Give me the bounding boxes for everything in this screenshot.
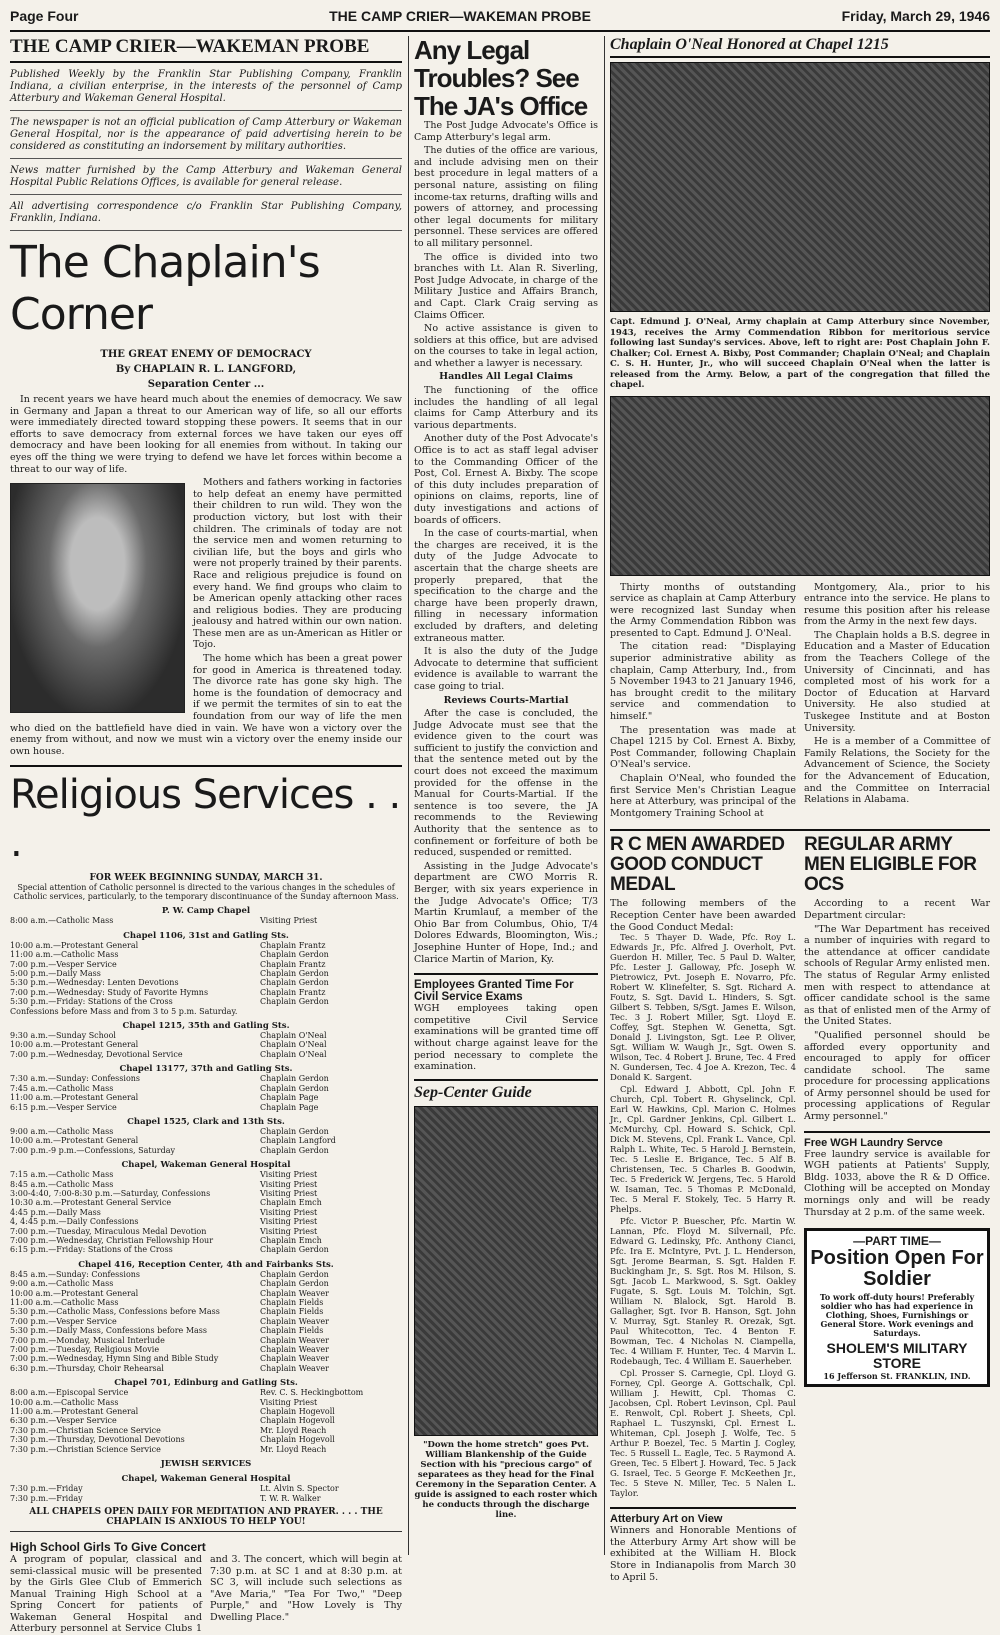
civil-service-heading: Employees Granted Time For Civil Service Exams	[414, 973, 598, 1003]
sholems-advertisement	[804, 1228, 990, 1387]
paragraph: Montgomery, Ala., prior to his entrance into the service. He plans to resume this position after his release from the Army in the next few days.	[804, 581, 990, 628]
service-row	[10, 1289, 402, 1298]
service-time: 6:15 p.m.—Vesper Service	[10, 1102, 117, 1112]
service-row	[10, 1007, 402, 1016]
service-officiant: T. W. R. Walker	[260, 1493, 321, 1503]
service-row	[10, 1245, 402, 1254]
art-body: Winners and Honorable Mentions of the Atterbury Army Art show will be exhibited at the William H. Block Store in Indianapolis from March 30 to April 5.	[610, 1525, 796, 1583]
chapel-name: Chapel 1106, 31st and Gatling Sts.	[123, 930, 289, 941]
rc-men-article	[610, 835, 796, 1583]
service-officiant: Chaplain Hogevoll	[260, 1416, 335, 1426]
service-row	[10, 1398, 402, 1407]
paragraph: "The War Department has received a number of inquiries with regard to the attendance at officer candidate schools of Regular Army enlisted men. The status of Regular Army enlisted men with respect to attendance at officer candidate school is the same as that of enlisted men of the Army of the United States.	[804, 923, 990, 1028]
service-officiant: Chaplain Langford	[260, 1136, 336, 1146]
service-time: 8:00 a.m.—Episcopal Service	[10, 1388, 129, 1398]
service-row	[10, 1103, 402, 1112]
service-time: 7:00 p.m.—Monday, Musical Interlude	[10, 1335, 165, 1345]
service-time: 11:00 a.m.—Catholic Mass	[10, 950, 119, 960]
service-row	[10, 1146, 402, 1155]
religious-services-heading: Religious Services . . .	[10, 765, 402, 867]
service-time: 10:00 a.m.—Protestant General	[10, 940, 139, 950]
oneal-heading: Chaplain O'Neal Honored at Chapel 1215	[610, 36, 990, 58]
service-row	[10, 1416, 402, 1425]
chapel-name: Chapel 701, Edinburg and Gatling Sts.	[114, 1378, 298, 1389]
service-row	[10, 950, 402, 959]
service-officiant: Chaplain Weaver	[260, 1363, 329, 1373]
service-row	[10, 1180, 402, 1189]
ad-kicker: —PART TIME—	[853, 1234, 941, 1249]
service-time: 6:30 p.m.—Thursday, Choir Rehearsal	[10, 1363, 164, 1373]
article-subhead: THE GREAT ENEMY OF DEMOCRACY	[100, 349, 312, 360]
right-column	[604, 36, 990, 1583]
service-officiant: Chaplain Fields	[260, 1326, 324, 1336]
service-time: 8:45 a.m.—Catholic Mass	[10, 1179, 114, 1189]
service-officiant: Visiting Priest	[260, 1207, 318, 1217]
service-row	[10, 1127, 402, 1136]
service-officiant: Chaplain Weaver	[260, 1316, 329, 1326]
service-time: 10:00 a.m.—Catholic Mass	[10, 1397, 119, 1407]
issue-date: Friday, March 29, 1946	[841, 8, 990, 24]
service-officiant: Chaplain Page	[260, 1102, 319, 1112]
service-row	[10, 1345, 402, 1354]
service-officiant: Chaplain Weaver	[260, 1288, 329, 1298]
chaplain-corner-heading: The Chaplain's Corner	[10, 237, 320, 340]
chapel-name: Chapel 1525, Clark and 13th Sts.	[127, 1116, 285, 1127]
congregation-photo	[610, 396, 990, 576]
service-row	[10, 1279, 402, 1288]
service-time: Confessions before Mass and from 3 to 5 p.m. Saturday.	[10, 1006, 238, 1016]
service-time: 11:00 a.m.—Protestant General	[10, 1407, 139, 1417]
service-row	[10, 1198, 402, 1207]
chapel-name: Chapel 13177, 37th and Gatling Sts.	[119, 1064, 293, 1075]
paragraph: The home which has been a great power for good in America is threatened today. The divorce rate has gone sky high. The home is the foundation of democracy and if we permit the termites of sin to eat the foundation from our way of life the men who died on the battlefield have died in vain. We have won a victory over the enemy from without, and now we must win a victory over the enemy inside our own house.	[10, 653, 402, 757]
service-row	[10, 1136, 402, 1145]
service-time: 7:00 p.m.—Wednesday, Devotional Service	[10, 1049, 183, 1059]
service-row	[10, 1494, 402, 1503]
service-time: 9:00 a.m.—Catholic Mass	[10, 1279, 114, 1289]
regular-army-body	[804, 898, 990, 1122]
page-number: Page Four	[10, 8, 79, 24]
service-time: 7:00 p.m.—Tuesday, Religious Movie	[10, 1345, 160, 1355]
service-row	[10, 969, 402, 978]
service-row	[10, 1170, 402, 1179]
service-time: 8:00 a.m.—Catholic Mass	[10, 916, 114, 926]
oneal-photo-caption: Capt. Edmund J. O'Neal, Army chaplain at Camp Atterbury since November, 1943, receives the Army Commendation Ribbon for meritorious service following last Sunday's services. Above, left to right are: Post Chaplain John F. Chalker; Col. Ernest A. Bixby, Post Commander; Chaplain O'Neal; and Chaplain C. S. H. Hunter, Jr., who will succeed Chaplain O'Neal when the latter is released from the Army. Below, a part of the congregation that filled the chapel.	[610, 317, 990, 390]
left-column	[10, 36, 402, 1635]
paragraph: The functioning of the office includes the handling of all legal claims for Camp Atterbury and its various departments.	[414, 385, 598, 431]
paragraph: "Qualified personnel should be afforded every opportunity and encouraged to apply for officer candidate school. The same procedure for processing applications of Army personnel should be used for processing applications of Regular Army personnel."	[804, 1029, 990, 1123]
legal-article-body	[414, 120, 598, 965]
service-time: 10:00 a.m.—Protestant General	[10, 1288, 139, 1298]
service-row	[10, 1426, 402, 1435]
paragraph: No active assistance is given to soldiers at this office, but are advised on the courses to take in legal action, and whether a lawyer is necessary.	[414, 323, 598, 369]
article-unit: Separation Center ...	[147, 379, 265, 390]
service-officiant: Chaplain Gerdon	[260, 978, 329, 988]
oneal-article-left	[610, 582, 796, 822]
service-time: 5:30 p.m.—Friday: Stations of the Cross	[10, 997, 173, 1007]
service-officiant: Chaplain O'Neal	[260, 1031, 327, 1041]
service-officiant: Chaplain Gerdon	[260, 1279, 329, 1289]
chapel-name: Chapel 1215, 35th and Gatling Sts.	[122, 1021, 290, 1032]
service-officiant: Chaplain Gerdon	[260, 997, 329, 1007]
paragraph: The Post Judge Advocate's Office is Camp Atterbury's legal arm.	[414, 120, 598, 143]
guide-photo	[414, 1106, 598, 1436]
service-row	[10, 1445, 402, 1454]
service-row	[10, 1093, 402, 1102]
paragraph: The office is divided into two branches with Lt. Alan R. Siverling, Post Judge Advocate, in charge of the Military Justice and Affairs Branch, and Capt. Clark Craig serving as Claims Officer.	[414, 251, 598, 321]
service-time: 4, 4:45 p.m.—Daily Confessions	[10, 1217, 139, 1227]
service-time: 7:00 p.m.-9 p.m.—Confessions, Saturday	[10, 1145, 175, 1155]
middle-column	[408, 36, 598, 1555]
service-time: 8:45 a.m.—Sunday: Confessions	[10, 1269, 141, 1279]
service-row	[10, 1217, 402, 1226]
legal-subhead: Reviews Courts-Martial	[443, 694, 569, 706]
chapels-open-notice: ALL CHAPELS OPEN DAILY FOR MEDITATION AND PRAYER. . . . THE CHAPLAIN IS ANXIOUS TO HELP YOU!	[10, 1507, 402, 1532]
oneal-ceremony-photo	[610, 62, 990, 312]
service-time: 7:00 p.m.—Wednesday, Hymn Sing and Bible Study	[10, 1354, 219, 1364]
paragraph: In the case of courts-martial, when the charges are received, it is the duty of the Judge Advocate to ascertain that the charge sheets are properly prepared, that the specification to the charge and the charge have been properly drawn, filling in necessary information excluded by drafters, and deleting extraneous matter.	[414, 528, 598, 644]
service-officiant: Chaplain Gerdon	[260, 950, 329, 960]
service-officiant: Chaplain Gerdon	[260, 1083, 329, 1093]
service-row	[10, 997, 402, 1006]
service-officiant: Visiting Priest	[260, 1397, 318, 1407]
service-time: 10:00 a.m.—Protestant General	[10, 1040, 139, 1050]
service-officiant: Chaplain Gerdon	[260, 1245, 329, 1255]
paragraph: Assisting in the Judge Advocate's department are CWO Morris R. Berger, with six years experience in the Judge Advocate's Office; T/3 Martin Krumlauf, a member of the Ohio Bar from Columbus, Ohio, T/4 Dolores Edwards, Bloomington, Wis.; Josephine Hunter of Hope, Ind.; and Clarice Martin of Marion, Ky.	[414, 860, 598, 965]
paragraph: The presentation was made at Chapel 1215 by Col. Ernest A. Bixby, Post Commander, following Chaplain O'Neal's service.	[610, 724, 796, 771]
service-officiant: Chaplain Gerdon	[260, 1145, 329, 1155]
service-officiant: Chaplain Emch	[260, 1198, 322, 1208]
service-officiant: Chaplain Weaver	[260, 1354, 329, 1364]
service-row	[10, 1208, 402, 1217]
service-time: 7:30 p.m.—Christian Science Service	[10, 1425, 161, 1435]
folio-bar	[10, 8, 990, 32]
chapel-name: Chapel, Wakeman General Hospital	[121, 1160, 291, 1171]
service-officiant: Visiting Priest	[260, 1217, 318, 1227]
service-row	[10, 1364, 402, 1373]
lower-right-section	[610, 829, 990, 1583]
service-officiant: Visiting Priest	[260, 1170, 318, 1180]
paper-name: THE CAMP CRIER—WAKEMAN PROBE	[329, 8, 591, 24]
rc-men-names	[610, 933, 796, 1499]
service-time: 7:00 p.m.—Wednesday: Study of Favorite Hymns	[10, 987, 209, 997]
masthead-notice: The newspaper is not an official publication of Camp Atterbury or Wakeman General Hospital, nor is the appearance of paid advertising herein to be considered as constituting an indorsement by military authorities.	[10, 117, 402, 159]
service-officiant: Chaplain Weaver	[260, 1345, 329, 1355]
service-time: 7:30 p.m.—Friday	[10, 1484, 83, 1494]
service-time: 6:15 p.m.—Friday: Stations of the Cross	[10, 1245, 173, 1255]
service-officiant: Chaplain O'Neal	[260, 1049, 327, 1059]
service-officiant: Chaplain Page	[260, 1093, 319, 1103]
service-officiant: Visiting Priest	[260, 916, 318, 926]
service-row	[10, 988, 402, 997]
service-officiant: Chaplain O'Neal	[260, 1040, 327, 1050]
service-officiant: Chaplain Gerdon	[260, 1074, 329, 1084]
legal-subhead: Handles All Legal Claims	[439, 371, 573, 383]
paragraph: He is a member of a Committee of Family Relations, the Society for the Advancement of Science, the Society for the Advancement of Education, and the Committee on Interracial Relations in Alabama.	[804, 736, 990, 806]
jewish-services-heading: JEWISH SERVICES	[160, 1459, 252, 1470]
paragraph: It is also the duty of the Judge Advocate to determine that sufficient evidence is available to warrant the case going to trial.	[414, 646, 598, 692]
service-row	[10, 1435, 402, 1444]
paragraph: Mothers and fathers working in factories to help defeat an enemy have permitted their children to run wild. They won the production victory, but lost with their children. The criminals of today are not the service men and women returning to civilian life, but the boys and girls who were not properly trained by their parents. Race and religious prejudice is found on every hand. We find groups who claim to be American openly attacking other races and religious bodies. They are producing jealousy and hatred within our own nation. These men are as un-American as Hitler or Tojo.	[193, 477, 402, 651]
service-row	[10, 1084, 402, 1093]
guide-caption: "Down the home stretch" goes Pvt. William Blankenship of the Guide Section with his "precious cargo" of separatees as they head for the Final Ceremony in the Separation Center. A guide is assigned to each roster which he conducts through the discharge line.	[414, 1439, 598, 1520]
service-time: 5:30 p.m.—Wednesday: Lenten Devotions	[10, 978, 179, 988]
chapel-name: P. W. Camp Chapel	[161, 906, 251, 917]
ad-headline: Position Open For Soldier	[810, 1247, 984, 1291]
service-row	[10, 1407, 402, 1416]
laundry-heading: Free WGH Laundry Servce	[804, 1131, 990, 1149]
masthead-notice: Published Weekly by the Franklin Star Publishing Company, Franklin Indiana, a civilian enterprise, in the interests of the personnel of Camp Atterbury and Wakeman General Hospital.	[10, 69, 402, 111]
paragraph: Chaplain O'Neal, who founded the first Service Men's Christian League here at Atterbury, was principal of the Montgomery Training School at	[610, 773, 796, 819]
service-row	[10, 978, 402, 987]
service-time: 7:45 a.m.—Catholic Mass	[10, 1083, 114, 1093]
service-time: 10:00 a.m.—Protestant General	[10, 1136, 139, 1146]
paragraph: After the case is concluded, the Judge Advocate must see that the evidence given to the court was sufficient to justify the conviction and that the sentence meted out by the court does not exceed the maximum provided for the offense in the Manual for Courts-Martial. If the sentence is too severe, the JA recommends to the Reviewing Authority that the sentence as to confinement or forfeiture of both be reduced, suspended or remitted.	[414, 708, 598, 859]
chaplain-article-body	[10, 394, 402, 757]
service-time: 5:30 p.m.—Catholic Mass, Confessions before Mass	[10, 1307, 220, 1317]
service-row	[10, 1236, 402, 1245]
service-row	[10, 941, 402, 950]
service-row	[10, 1074, 402, 1083]
service-row	[10, 1040, 402, 1049]
masthead-notice: News matter furnished by the Camp Atterbury and Wakeman General Hospital Public Relations Offices, is available for general release.	[10, 165, 402, 195]
chaplain-portrait-photo	[10, 483, 185, 713]
legal-heading: Any Legal Troubles? See The JA's Office	[414, 35, 588, 121]
masthead-title: THE CAMP CRIER—WAKEMAN PROBE	[10, 36, 402, 63]
paragraph: Another duty of the Post Advocate's Office is to act as staff legal adviser to the Commanding Officer of the Post, Col. Ernest A. Bixby. The scope of this duty includes preparation of opinions on claims, reports, line of duty investigations and actions of boards of officers.	[414, 433, 598, 526]
service-officiant: Visiting Priest	[260, 1226, 318, 1236]
paragraph: According to a recent War Department circular:	[804, 898, 990, 921]
service-time: 7:30 p.m.—Friday	[10, 1493, 83, 1503]
concert-body: A program of popular, classical and semi-classical music will be presented by the Girls Glee Club of Emmerich Manual Training High School at a Spring Concert for patients of Wakeman General Hospital and Atterbury personnel at Service Clubs 1 and 3. The concert, which will begin at 7:30 p.m. at SC 1 and at 8:30 p.m. at SC 3, will include such selections as "Ave Maria," "Tea For Two," "Deep Purple," and "How Lovely is Thy Dwelling Place."	[10, 1553, 402, 1635]
service-officiant: Mr. Lloyd Reach	[260, 1425, 327, 1435]
service-time: 9:30 a.m.—Sunday School	[10, 1031, 116, 1041]
service-officiant: Chaplain Emch	[260, 1235, 322, 1245]
service-time: 5:30 p.m.—Daily Mass, Confessions before Mass	[10, 1326, 207, 1336]
service-row	[10, 1326, 402, 1335]
paragraph: The duties of the office are various, and include advising men on their best procedure in legal matters of a personal nature, assisting on filing income-tax returns, drafting wills and powers of attorney, and processing other legal documents for military personnel. These services are offered to all military personnel.	[414, 145, 598, 249]
jewish-services-list	[10, 1484, 402, 1503]
service-row	[10, 1189, 402, 1198]
article-byline: By CHAPLAIN R. L. LANGFORD,	[115, 364, 297, 375]
service-time: 7:00 p.m.—Wednesday, Christian Fellowship Hour	[10, 1235, 214, 1245]
chapel-name: Chapel 416, Reception Center, 4th and Fairbanks Sts.	[78, 1259, 334, 1270]
service-time: 5:00 p.m.—Daily Mass	[10, 969, 101, 979]
service-row	[10, 1031, 402, 1040]
service-time: 3:00-4:40, 7:00-8:30 p.m.—Saturday, Confessions	[10, 1188, 211, 1198]
service-time: 7:30 a.m.—Sunday: Confessions	[10, 1074, 141, 1084]
service-row	[10, 1317, 402, 1326]
service-row	[10, 1298, 402, 1307]
service-row	[10, 916, 402, 925]
service-time: 7:30 p.m.—Christian Science Service	[10, 1444, 161, 1454]
concert-heading: High School Girls To Give Concert	[10, 1539, 206, 1554]
service-officiant: Chaplain Hogevoll	[260, 1435, 335, 1445]
services-schedule	[10, 906, 402, 1454]
regular-army-heading: REGULAR ARMY MEN ELIGIBLE FOR OCS	[804, 834, 977, 896]
oneal-article-right	[804, 582, 990, 822]
names-list: Pfc. Victor P. Buescher, Pfc. Martin W. Lannan, Pfc. Floyd M. Silvernail, Pfc. Edward G. Ledinsky, Pfc. Anthony Cianci, Pfc. Ira E. McIntyre, Pvt. J. L. Henderson, Sgt. Jerome Bearman, S. Sgt. Halden F. Buckingham Jr., S. Sgt. Ros M. Hilson, S. Sgt. Jacob L. Markwood, S. Sgt. Oakley Fugate, S. Sgt. Louis M. Tolchin, Sgt. William N. Blalock, Sgt. Harold B. Gallagher, Sgt. Ivor B. Hanson, Sgt. John V. Murray, Sgt. Stanley R. Orezak, Sgt. Paul Whitecotton, Tec. 4 Benton F. Bowman, Tec. 4 Nicholas N. Ciampella, Tec. 4 William F. Hunter, Tec. 4 Marvin L. Rodebaugh, Tec. 4 William E. Sauerheber.	[610, 1217, 796, 1368]
laundry-body: Free laundry service is available for WGH patients at Patients' Supply, Bldg. 1033, above the R & D Office. Clothing will be accepted on Monday mornings only and will be ready Thursday at 2 p.m. of the same week.	[804, 1148, 990, 1218]
service-officiant: Chaplain Gerdon	[260, 1126, 329, 1136]
service-officiant: Chaplain Hogevoll	[260, 1407, 335, 1417]
service-officiant: Chaplain Frantz	[260, 940, 326, 950]
schedule-note: Special attention of Catholic personnel is directed to the various changes in the schedules of Catholic services, particularly, to the temporary discontinuance of the Sunday afternoon Mass.	[13, 883, 399, 902]
service-officiant: Chaplain Gerdon	[260, 1269, 329, 1279]
service-officiant: Lt. Alvin S. Spector	[260, 1484, 339, 1494]
ad-description: To work off-duty hours! Preferably soldier who has had experience in Clothing, Shoes, Furnishings or General Store. Work evenings and Saturdays.	[819, 1292, 975, 1339]
service-time: 10:30 a.m.—Protestant General Service	[10, 1198, 172, 1208]
service-row	[10, 1227, 402, 1236]
service-officiant: Chaplain Weaver	[260, 1335, 329, 1345]
service-time: 6:30 p.m.—Vesper Service	[10, 1416, 117, 1426]
art-heading: Atterbury Art on View	[610, 1507, 796, 1525]
regular-army-article	[804, 835, 990, 1583]
service-time: 7:00 p.m.—Tuesday, Miraculous Medal Devotion	[10, 1226, 207, 1236]
service-officiant: Chaplain Frantz	[260, 959, 326, 969]
schedule-week: FOR WEEK BEGINNING SUNDAY, MARCH 31.	[89, 873, 323, 884]
service-officiant	[260, 1007, 402, 1016]
paragraph: The citation read: "Displaying superior administrative ability as chaplain, Camp Atterbury, Ind., from 5 November 1943 to 21 January 1946, has brought credit to the military service and commendation to himself."	[610, 641, 796, 723]
service-row	[10, 1307, 402, 1316]
service-row	[10, 1050, 402, 1059]
names-list: Cpl. Edward J. Abbott, Cpl. John F. Church, Cpl. Tobert R. Ghyselinck, Cpl. Earl W. Hawkins, Cpl. Marion C. Holmes Jr., Cpl. Gardner Jenkins, Cpl. Gilbert L. McMurchy, Cpl. Howard S. Schick, Cpl. Dick M. Stevens, Cpl. Frank L. Vance, Cpl. Ralph L. White, Tec. 5 Harold J. Bernstein, Tec. 5 Leslie E. Brigance, Tec. 5 Alf B. Christensen, Tec. 5 Charles B. Goodwin, Tec. 5 Frederick W. Jergens, Tec. 5 Harold W. Isaman, Tec. 5 Thomas P. McDonald, Tec. 5 Meral F. Stokely, Tec. 5 Harry R. Phelps.	[610, 1085, 796, 1216]
service-officiant: Mr. Lloyd Reach	[260, 1444, 327, 1454]
service-officiant: Visiting Priest	[260, 1179, 318, 1189]
masthead-notice: All advertising correspondence c/o Franklin Star Publishing Company, Franklin, Indiana.	[10, 201, 402, 231]
civil-service-body: WGH employees taking open competitive Civil Service examinations will be granted time off without charge against leave for the period necessary to complete the examination.	[414, 1003, 598, 1073]
service-officiant: Chaplain Fields	[260, 1298, 324, 1307]
service-time: 11:00 a.m.—Catholic Mass	[10, 1298, 119, 1307]
service-time: 7:15 a.m.—Catholic Mass	[10, 1170, 114, 1180]
names-list: Tec. 5 Thayer D. Wade, Pfc. Roy L. Edwards Jr., Pfc. Alfred J. Overholt, Pvt. Guerdon H. Miller, Tec. 5 Paul D. Walter, Pfc. Lester J. Galloway, Pfc. Joseph W. Pietrowicz, Pvt. Joseph E. Novarro, Pfc. Robert W. Klinefelter, S. Sgt. Richard A. Foutz, S. Sgt. David L. Hinders, S. Sgt. Gilbert S. Tebben, S/Sgt. James E. Wilson, Tec. 3 J. Robert Miller, Sgt. Lloyd E. Coffey, Sgt. Stephen W. Genetta, Sgt. Donald J. Livingston, Sgt. Lee P. Oliver, Sgt. William W. Waugh Jr., Sgt. Owen S. Wilson, Tec. 4 Robert J. Brune, Tec. 4 Fred N. Gundersen, Tec. 4 Joe A. Krezon, Tec. 4 Donald K. Sargent.	[610, 933, 796, 1084]
service-row	[10, 1336, 402, 1345]
service-officiant: Rev. C. S. Heckingbottom	[260, 1388, 364, 1398]
rc-men-intro: The following members of the Reception Center have been awarded the Good Conduct Medal:	[610, 898, 796, 933]
service-time: 9:00 a.m.—Catholic Mass	[10, 1126, 114, 1136]
service-row	[10, 1388, 402, 1397]
service-time: 7:00 p.m.—Vesper Service	[10, 1316, 117, 1326]
rc-men-heading: R C MEN AWARDED GOOD CONDUCT MEDAL	[610, 834, 785, 896]
paragraph: Thirty months of outstanding service as chaplain at Camp Atterbury were recognized last Sunday when the Army Commendation Ribbon was presented to Capt. Edmund J. O'Neal.	[610, 581, 796, 639]
paragraph: In recent years we have heard much about the enemies of democracy. We saw in Germany and Japan a threat to our American way of life, so all our efforts were immediately directed toward stopping these powers. It seems that in our efforts to save democracy from external forces we have taken our eyes off democracy and have been looking for all enemies from without. In taking our eyes off the thing we were trying to defend we have let forces within become a threat to our way of life.	[10, 394, 402, 475]
names-list: Cpl. Prosser S. Carnegie, Cpl. Lloyd G. Forney, Cpl. George A. Gottschalk, Cpl. William J. Hewitt, Cpl. Thomas C. Jacobsen, Cpl. Robert Levinson, Cpl. Paul E. Renwolt, Cpl. Robert J. Sheets, Cpl. Raphael L. Tuszynski, Cpl. Ernest L. Whiteman, Cpl. Joseph J. Wolfe, Tec. 5 Arthur P. Boezel, Tec. 5 Martin J. Cogley, Tec. 5 Russell L. Eagle, Tec. 5 Raymond A. Green, Tec. 5 Elbert J. Howard, Tec. 5 Jack G. Israel, Tec. 5 George F. McKeethen Jr., Tec. 5 Steve N. Miller, Tec. 5 Nalen L. Taylor.	[610, 1369, 796, 1500]
service-time: 7:30 p.m.—Thursday, Devotional Devotions	[10, 1435, 185, 1445]
service-time: 4:45 p.m.—Daily Mass	[10, 1207, 101, 1217]
service-row	[10, 960, 402, 969]
service-time: 7:00 p.m.—Vesper Service	[10, 959, 117, 969]
service-row	[10, 1270, 402, 1279]
service-officiant: Visiting Priest	[260, 1188, 318, 1198]
oneal-article	[610, 582, 990, 822]
guide-heading: Sep-Center Guide	[414, 1079, 598, 1102]
service-time: 11:00 a.m.—Protestant General	[10, 1093, 139, 1103]
service-officiant: Chaplain Fields	[260, 1307, 324, 1317]
service-row	[10, 1484, 402, 1493]
service-officiant: Chaplain Gerdon	[260, 969, 329, 979]
jewish-chapel-name: Chapel, Wakeman General Hospital	[121, 1474, 291, 1485]
ad-store-name: SHOLEM'S MILITARY STORE	[826, 1340, 968, 1372]
ad-address: 16 Jefferson St. FRANKLIN, IND.	[823, 1371, 971, 1382]
service-row	[10, 1354, 402, 1363]
service-officiant: Chaplain Frantz	[260, 987, 326, 997]
paragraph: The Chaplain holds a B.S. degree in Education and a Master of Education from the Teachers College of the University of Cincinnati, and has completed most of his work for a Doctor of Education at Harvard University. He also studied at Tuskegee Institute and at Boston University.	[804, 629, 990, 734]
